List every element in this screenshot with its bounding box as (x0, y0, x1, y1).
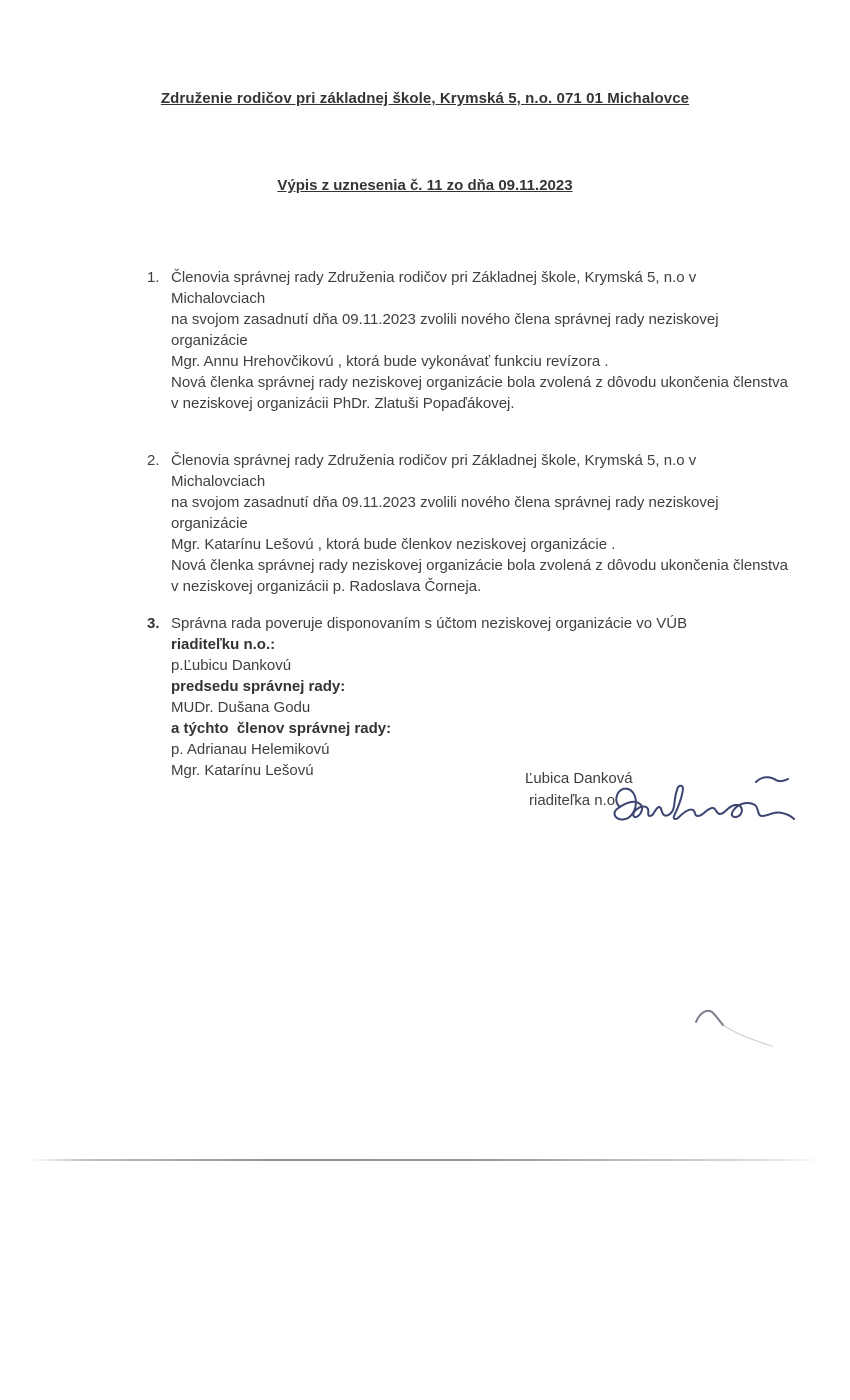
handwritten-signature (606, 773, 798, 835)
text-line: Správna rada poveruje disponovaním s účtom neziskovej organizácie vo VÚB (171, 615, 688, 632)
resolution-list (147, 267, 792, 781)
text-line: Mgr. Katarínu Lešovú (171, 762, 314, 779)
signatory-name: Ľubica Danková (525, 770, 633, 787)
list-item-body (171, 450, 792, 597)
text-line: na svojom zasadnutí dňa 09.11.2023 zvolili nového člena správnej rady neziskovej organizácie (171, 311, 723, 349)
text-line: Nová členka správnej rady neziskovej organizácie bola zvolená z dôvodu ukončenia členstva (171, 557, 789, 574)
list-item (147, 613, 792, 781)
list-item-body (171, 267, 792, 414)
document-title-text: Združenie rodičov pri základnej škole, Krymská 5, n.o. 071 01 Michalovce (160, 90, 690, 107)
document-title (0, 90, 850, 108)
list-item-number: 2. (147, 452, 160, 469)
scan-artifact-line (30, 1159, 822, 1161)
document-subtitle-text: Výpis z uznesenia č. 11 zo dňa 09.11.2023 (277, 177, 573, 194)
list-item (147, 450, 792, 597)
text-line: p.Ľubicu Dankovú (171, 657, 292, 674)
text-line: Členovia správnej rady Združenia rodičov pri Základnej škole, Krymská 5, n.o v Michalovciach (171, 269, 701, 307)
text-line: Členovia správnej rady Združenia rodičov pri Základnej škole, Krymská 5, n.o v Michalovciach (171, 452, 701, 490)
text-line: na svojom zasadnutí dňa 09.11.2023 zvolili nového člena správnej rady neziskovej organizácie (171, 494, 723, 532)
text-line: a týchto členov správnej rady: (171, 720, 392, 737)
document-subtitle (0, 177, 850, 195)
text-line: Mgr. Annu Hrehovčikovú , ktorá bude vykonávať funkciu revízora . (171, 353, 609, 370)
list-item-number: 3. (147, 615, 160, 632)
signatory-role: riaditeľka n.o (529, 792, 616, 809)
text-line: v neziskovej organizácii PhDr. Zlatuši Popaďákovej. (171, 395, 515, 412)
text-line: Nová členka správnej rady neziskovej organizácie bola zvolená z dôvodu ukončenia členstva (171, 374, 789, 391)
text-line: Mgr. Katarínu Lešovú , ktorá bude členkov neziskovej organizácie . (171, 536, 616, 553)
text-line: p. Adrianau Helemikovú (171, 741, 330, 758)
text-line: predsedu správnej rady: (171, 678, 346, 695)
text-line: v neziskovej organizácii p. Radoslava Čorneja. (171, 578, 482, 595)
pen-scratch-mark (690, 1000, 780, 1050)
text-line: riaditeľku n.o.: (171, 636, 276, 653)
text-line: MUDr. Dušana Godu (171, 699, 311, 716)
list-item (147, 267, 792, 414)
list-item-number: 1. (147, 269, 160, 286)
list-item-body (171, 613, 792, 781)
